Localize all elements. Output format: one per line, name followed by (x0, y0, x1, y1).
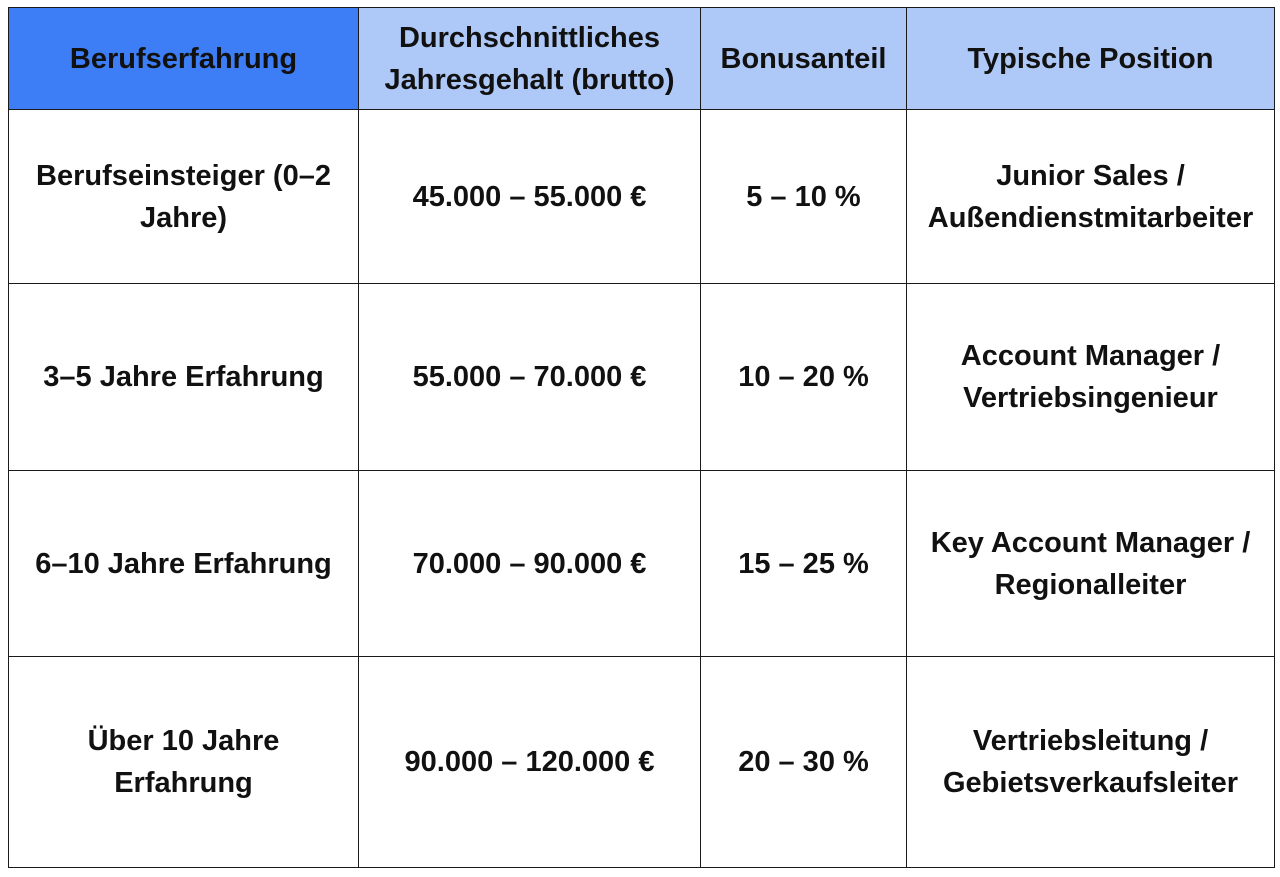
header-position: Typische Position (907, 8, 1275, 110)
table-row (9, 110, 1275, 284)
cell-salary: 90.000 – 120.000 € (359, 657, 701, 868)
cell-salary: 70.000 – 90.000 € (359, 471, 701, 657)
cell-salary: 55.000 – 70.000 € (359, 284, 701, 471)
table-body (9, 110, 1275, 868)
salary-table-container (8, 7, 1274, 868)
header-salary: Durchschnittliches Jahresgehalt (brutto) (359, 8, 701, 110)
table-row (9, 657, 1275, 868)
header-row (9, 8, 1275, 110)
table-row (9, 284, 1275, 471)
cell-position: Vertriebsleitung / Gebietsverkaufsleiter (907, 657, 1275, 868)
cell-position: Junior Sales / Außendienstmitarbeiter (907, 110, 1275, 284)
header-experience: Berufserfahrung (9, 8, 359, 110)
cell-position: Account Manager / Vertriebsingenieur (907, 284, 1275, 471)
table-row (9, 471, 1275, 657)
salary-table (8, 7, 1275, 868)
cell-position: Key Account Manager / Regionalleiter (907, 471, 1275, 657)
cell-bonus: 15 – 25 % (701, 471, 907, 657)
cell-bonus: 5 – 10 % (701, 110, 907, 284)
header-bonus: Bonusanteil (701, 8, 907, 110)
cell-bonus: 10 – 20 % (701, 284, 907, 471)
cell-bonus: 20 – 30 % (701, 657, 907, 868)
cell-salary: 45.000 – 55.000 € (359, 110, 701, 284)
cell-experience: Berufseinsteiger (0–2 Jahre) (9, 110, 359, 284)
cell-experience: Über 10 Jahre Erfahrung (9, 657, 359, 868)
table-header (9, 8, 1275, 110)
cell-experience: 6–10 Jahre Erfahrung (9, 471, 359, 657)
cell-experience: 3–5 Jahre Erfahrung (9, 284, 359, 471)
